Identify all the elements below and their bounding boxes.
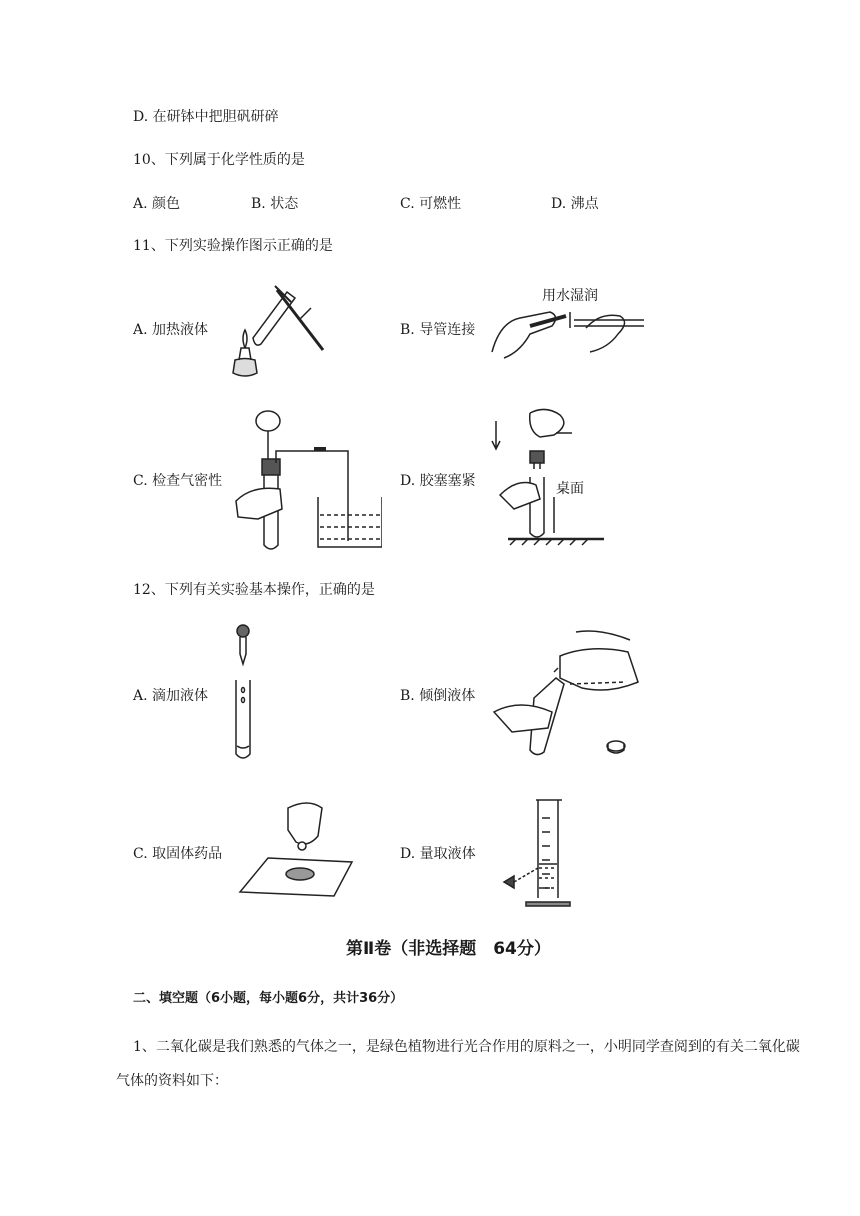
q11-option-d: D. 胶塞塞紧 (400, 473, 476, 489)
q12-stem: 12、下列有关实验基本操作，正确的是 (133, 582, 375, 598)
q11-option-c: C. 检查气密性 (133, 473, 223, 489)
q11-stem: 11、下列实验操作图示正确的是 (133, 238, 333, 254)
q12-option-c: C. 取固体药品 (133, 846, 223, 862)
q11-option-b: B. 导管连接 (400, 322, 476, 338)
q10-option-d: D. 沸点 (551, 196, 599, 212)
taking-solid-figure (238, 800, 358, 900)
desk-surface-label: 桌面 (556, 481, 584, 497)
wet-with-water-label: 用水湿润 (542, 288, 598, 304)
q10-stem: 10、下列属于化学性质的是 (133, 152, 305, 168)
q10-option-c: C. 可燃性 (400, 196, 462, 212)
q12-option-b: B. 倾倒液体 (400, 688, 476, 704)
q10-option-b: B. 状态 (251, 196, 299, 212)
part2-title: 第Ⅱ卷（非选择题 64分） (346, 939, 551, 959)
q12-option-d: D. 量取液体 (400, 846, 476, 862)
q9-option-d: D. 在研钵中把胆矾研碎 (133, 109, 279, 125)
pouring-liquid-figure (490, 628, 650, 758)
stopper-figure (490, 405, 610, 550)
question-1-text: 1、二氧化碳是我们熟悉的气体之一，是绿色植物进行光合作用的原料之一，小明同学查阅到的有关二氧化碳气体的资料如下： (116, 1039, 800, 1089)
airtightness-figure (232, 405, 382, 555)
tube-connection-figure (490, 282, 650, 362)
heating-liquid-figure (215, 280, 330, 385)
dropping-liquid-figure (228, 620, 258, 765)
measuring-cylinder-figure (500, 798, 585, 910)
section-heading: 二、填空题（6小题，每小题6分，共计36分） (133, 991, 404, 1006)
q12-option-a: A. 滴加液体 (133, 688, 209, 704)
q10-option-a: A. 颜色 (133, 196, 181, 212)
q11-option-a: A. 加热液体 (133, 322, 209, 338)
